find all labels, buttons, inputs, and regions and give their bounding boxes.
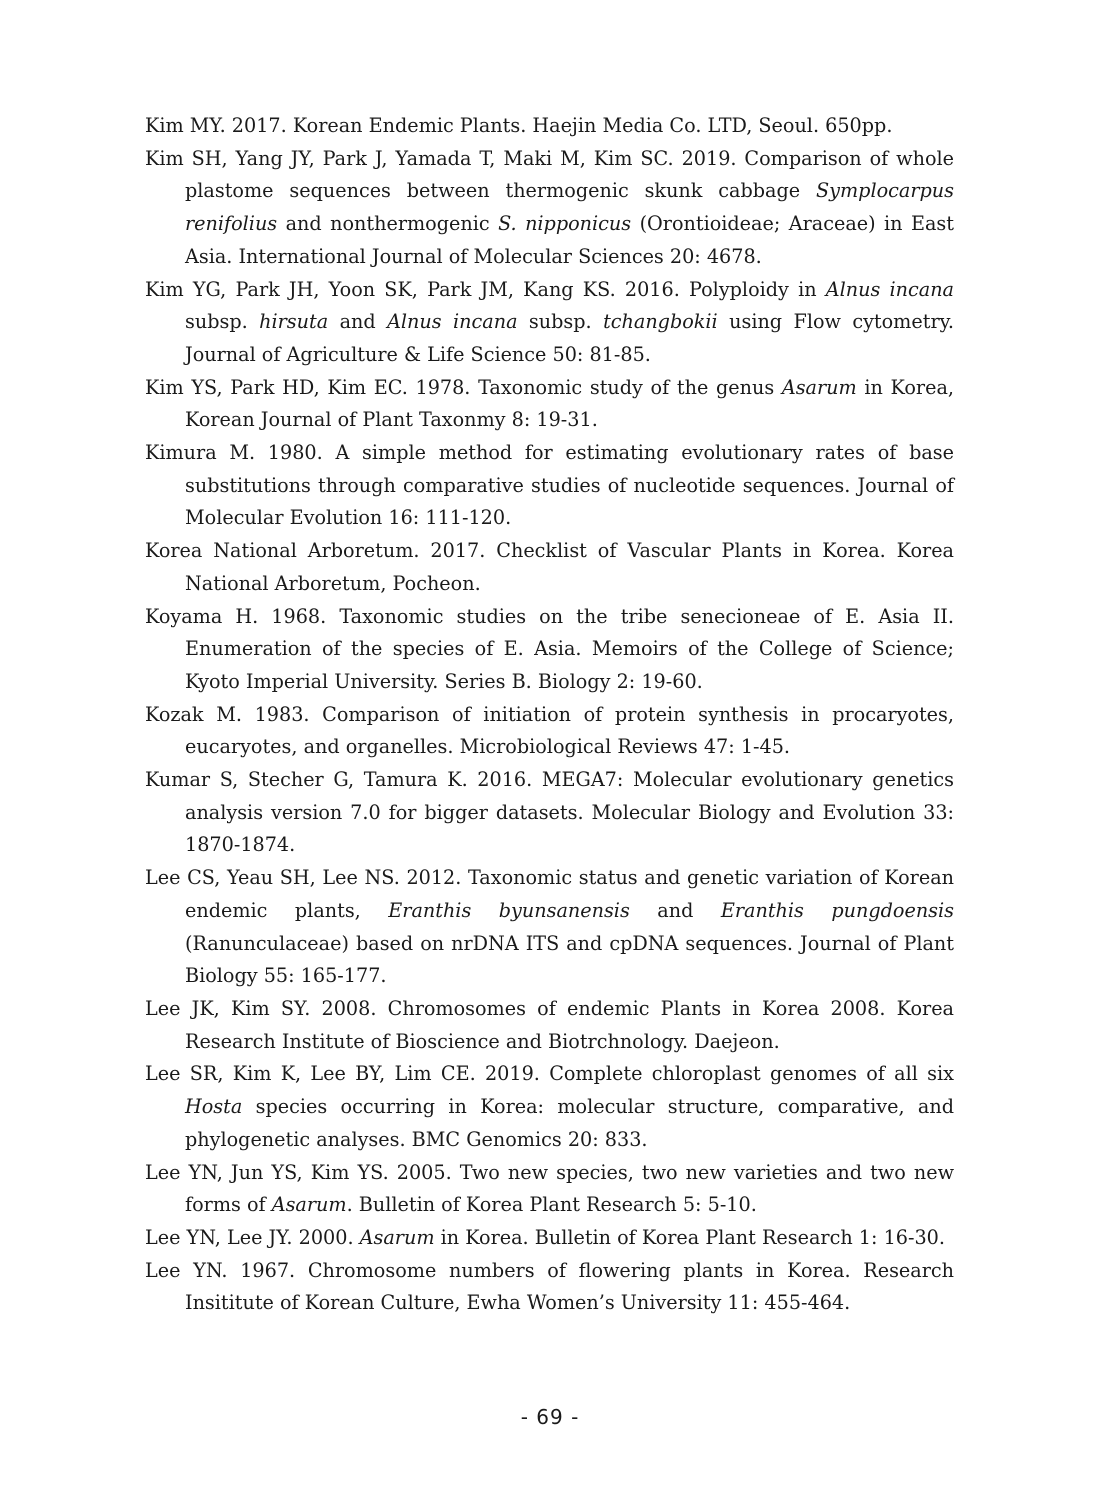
reference-text: species occurring in Korea: molecular structure, comparative, and phylogenetic analyses. BMC Genomics 20: 833. (185, 1095, 954, 1151)
reference-text: (Ranunculaceae) based on nrDNA ITS and cpDNA sequences. Journal of Plant Biology 55: 165-177. (185, 931, 954, 988)
reference-entry (145, 1222, 954, 1255)
reference-text: Lee YN, Lee JY. 2000. (145, 1225, 360, 1249)
reference-text: Lee CS, Yeau SH, Lee NS. 2012. Taxonomic status and genetic variation of Korean endemic plants, (145, 866, 954, 922)
reference-text: and nonthermogenic (277, 212, 499, 236)
reference-list (145, 110, 954, 1320)
reference-entry (145, 1058, 954, 1156)
reference-text: Kim YG, Park JH, Yoon SK, Park JM, Kang KS. 2016. Polyploidy in (145, 277, 826, 301)
reference-text: in Korea, Korean Journal of Plant Taxonmy 8: 19-31. (185, 375, 954, 432)
reference-text: Lee YN, Jun YS, Kim YS. 2005. Two new species, two new varieties and two new forms of (145, 1160, 954, 1217)
reference-entry (145, 764, 954, 862)
italic-taxon-name: tchangbokii (603, 310, 718, 334)
italic-taxon-name: Alnus incana (387, 310, 518, 334)
italic-taxon-name: Asarum (781, 375, 857, 399)
reference-entry (145, 1157, 954, 1222)
reference-entry (145, 862, 954, 993)
italic-taxon-name: Eranthis byunsanensis (388, 898, 630, 922)
reference-text: Lee YN. 1967. Chromosome numbers of flowering plants in Korea. Research Insititute of Korean Culture, Ewha Women’s University 11: 455-464. (145, 1258, 954, 1315)
reference-text: Lee SR, Kim K, Lee BY, Lim CE. 2019. Complete chloroplast genomes of all six (145, 1062, 954, 1086)
reference-entry (145, 601, 954, 699)
reference-text: and (328, 310, 388, 334)
italic-taxon-name: hirsuta (259, 310, 329, 334)
italic-taxon-name: Alnus incana (825, 277, 954, 301)
italic-taxon-name: Asarum (359, 1225, 435, 1249)
page-number: - 69 - (520, 1405, 580, 1429)
reference-text: Kimura M. 1980. A simple method for estimating evolutionary rates of base substitutions through comparative studies of nucleotide sequences. Journal of Molecular Evolution 16: 111-120. (145, 441, 954, 530)
reference-entry (145, 993, 954, 1058)
reference-text: Koyama H. 1968. Taxonomic studies on the tribe senecioneae of E. Asia II. Enumeration of the species of E. Asia. Memoirs of the College of Science; Kyoto Imperial University. Series B. Biology 2: 19-60. (145, 604, 954, 693)
reference-text: in Korea. Bulletin of Korea Plant Research 1: 16-30. (434, 1225, 945, 1249)
italic-taxon-name: S. nipponicus (498, 212, 632, 236)
reference-text: subsp. (185, 310, 260, 334)
italic-taxon-name: Eranthis pungdoensis (720, 898, 955, 922)
reference-text: (Orontioideae; Araceae) in East Asia. International Journal of Molecular Sciences 20: 4678. (185, 212, 954, 268)
italic-taxon-name: Symplocarpus renifolius (185, 179, 954, 236)
reference-text: Korea National Arboretum. 2017. Checklist of Vascular Plants in Korea. Korea National Arboretum, Pocheon. (145, 539, 954, 595)
reference-text: subsp. (517, 310, 604, 334)
reference-entry (145, 1255, 954, 1320)
reference-text: Lee JK, Kim SY. 2008. Chromosomes of endemic Plants in Korea 2008. Korea Research Institute of Bioscience and Biotrchnology. Daejeon. (145, 996, 954, 1053)
reference-text: Kim YS, Park HD, Kim EC. 1978. Taxonomic study of the genus (145, 375, 782, 399)
reference-text: Kozak M. 1983. Comparison of initiation of protein synthesis in procaryotes, eucaryotes, and organelles. Microbiological Reviews 47: 1-45. (145, 702, 954, 759)
reference-entry (145, 437, 954, 535)
reference-text: . Bulletin of Korea Plant Research 5: 5-10. (346, 1193, 757, 1217)
reference-text: Kumar S, Stecher G, Tamura K. 2016. MEGA7: Molecular evolutionary genetics analysis version 7.0 for bigger datasets. Molecular Biology and Evolution 33: 1870-1874. (145, 768, 954, 857)
reference-entry (145, 372, 954, 437)
reference-entry (145, 143, 954, 274)
reference-text: and (629, 898, 721, 922)
reference-text: Kim MY. 2017. Korean Endemic Plants. Haejin Media Co. LTD, Seoul. 650pp. (145, 114, 893, 137)
italic-taxon-name: Asarum (271, 1193, 347, 1217)
reference-entry (145, 535, 954, 600)
reference-text: Kim SH, Yang JY, Park J, Yamada T, Maki M, Kim SC. 2019. Comparison of whole plastome sequences between thermogenic skunk cabbage (145, 146, 954, 203)
reference-entry (145, 274, 954, 372)
reference-entry (145, 699, 954, 764)
italic-taxon-name: Hosta (185, 1095, 243, 1119)
reference-entry (145, 110, 954, 143)
reference-text: using Flow cytometry. Journal of Agriculture & Life Science 50: 81-85. (185, 310, 955, 366)
